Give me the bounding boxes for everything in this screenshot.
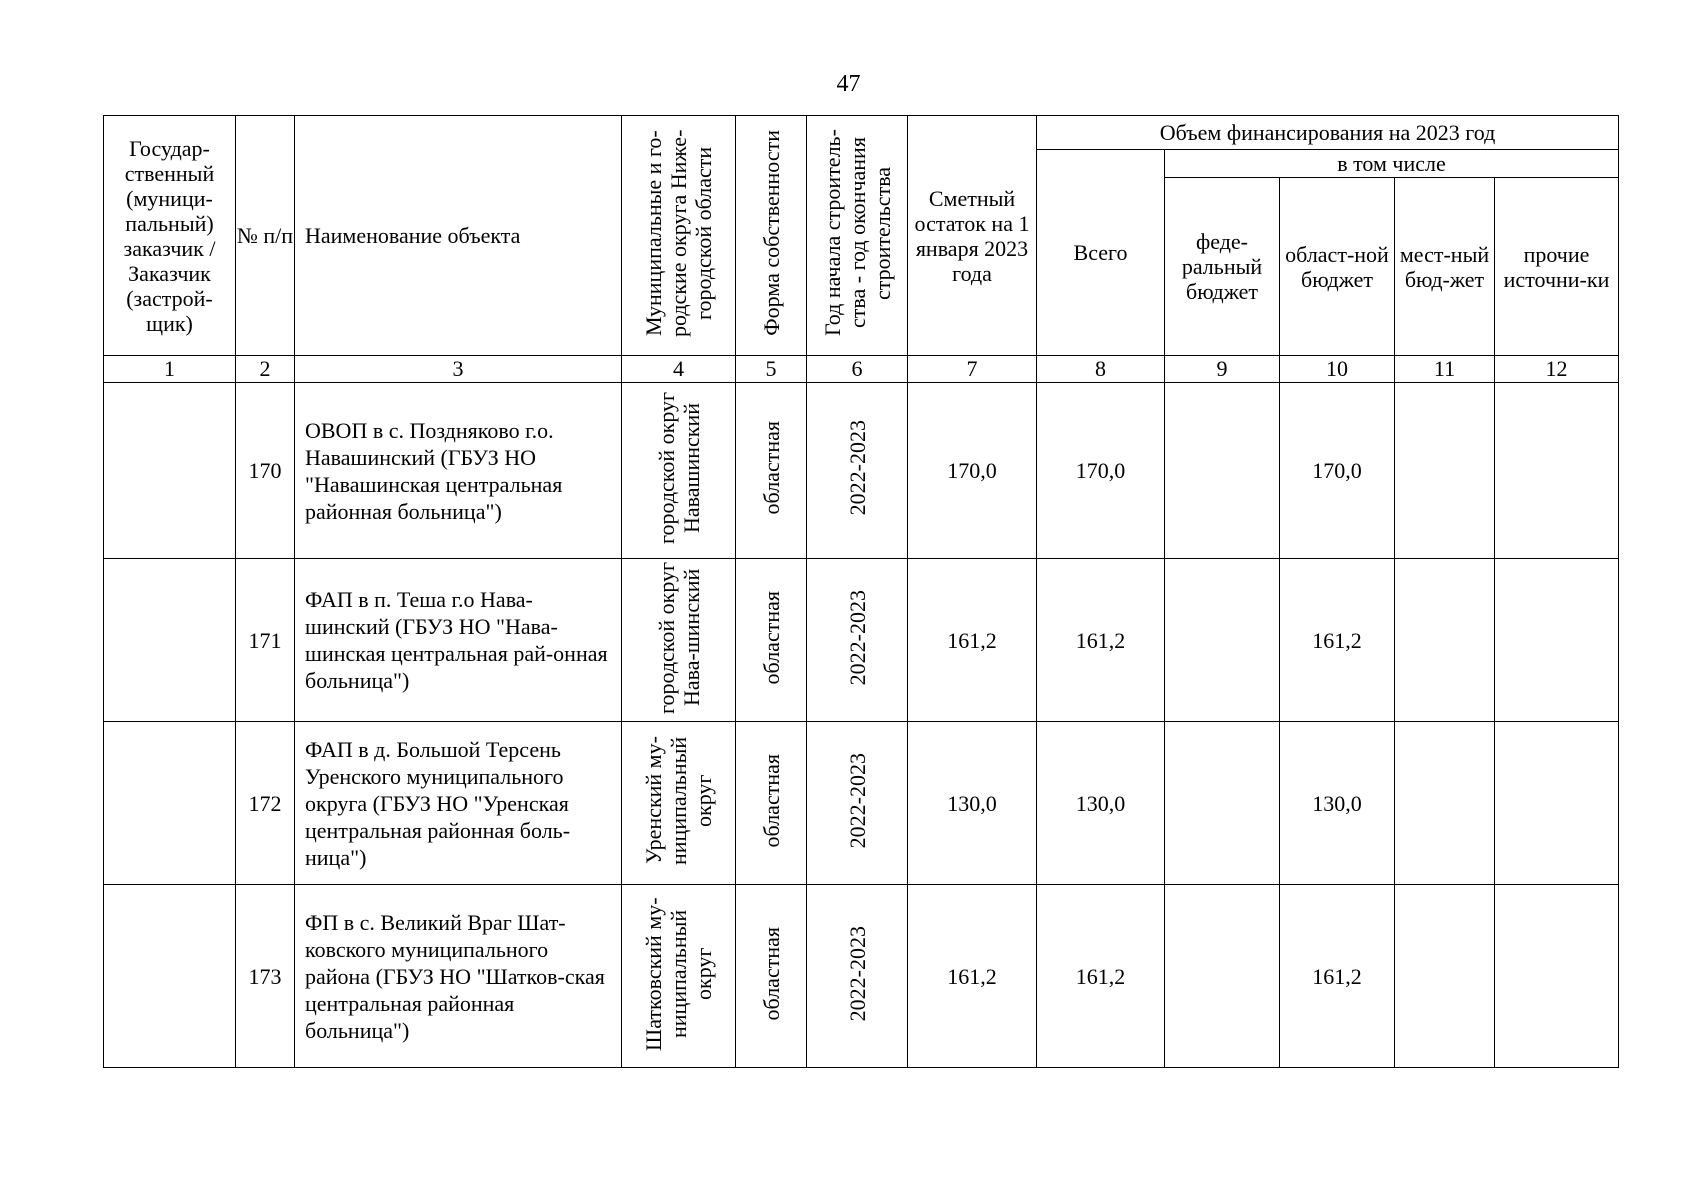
cell-local xyxy=(1395,722,1495,885)
cell-municipality xyxy=(622,559,736,722)
cell-estimate: 161,2 xyxy=(908,885,1037,1068)
header-regional: област-ной бюджет xyxy=(1280,178,1395,356)
table-row xyxy=(104,383,1619,559)
cell-ownership xyxy=(736,559,807,722)
cell-municipality xyxy=(622,383,736,559)
cell-num: 172 xyxy=(236,722,295,885)
cell-object-name: ОВОП в с. Поздняково г.о. Навашинский (ГБУЗ НО "Навашинская центральная районная больница") xyxy=(295,383,622,559)
cell-municipality-text: Шатковский му-ниципальный округ xyxy=(641,896,716,1051)
column-number: 9 xyxy=(1165,356,1280,383)
cell-municipality-text: городской округ Нава-шинский xyxy=(653,561,704,714)
cell-regional: 161,2 xyxy=(1280,559,1395,722)
column-number: 4 xyxy=(622,356,736,383)
cell-ownership xyxy=(736,722,807,885)
table-row xyxy=(104,885,1619,1068)
table-header xyxy=(104,116,1619,383)
cell-total: 161,2 xyxy=(1037,885,1165,1068)
cell-years-text: 2022-2023 xyxy=(844,752,870,849)
cell-years-text: 2022-2023 xyxy=(844,589,870,686)
column-number: 7 xyxy=(908,356,1037,383)
cell-municipality-text: Уренский му-ниципальный округ xyxy=(641,736,716,865)
cell-num: 170 xyxy=(236,383,295,559)
cell-object-name: ФАП в д. Большой Терсень Уренского муниципального округа (ГБУЗ НО "Уренская центральная районная боль-ница") xyxy=(295,722,622,885)
header-customer: Государ-ственный (муници-пальный) заказчик / Заказчик (застрой-щик) xyxy=(104,116,236,356)
header-ownership xyxy=(736,116,807,356)
cell-municipality-text: городской округ Навашинский xyxy=(653,391,704,545)
header-financing: Объем финансирования на 2023 год xyxy=(1037,116,1619,150)
cell-regional: 130,0 xyxy=(1280,722,1395,885)
column-number: 2 xyxy=(236,356,295,383)
cell-local xyxy=(1395,383,1495,559)
cell-num: 173 xyxy=(236,885,295,1068)
header-num: № п/п xyxy=(236,116,295,356)
cell-total: 170,0 xyxy=(1037,383,1165,559)
cell-estimate: 130,0 xyxy=(908,722,1037,885)
cell-years xyxy=(807,383,908,559)
cell-local xyxy=(1395,559,1495,722)
cell-ownership-text: областная xyxy=(758,421,784,515)
cell-years-text: 2022-2023 xyxy=(844,420,870,516)
cell-customer xyxy=(104,885,236,1068)
header-estimate: Сметный остаток на 1 января 2023 года xyxy=(908,116,1037,356)
page-number: 47 xyxy=(836,71,861,97)
column-number: 8 xyxy=(1037,356,1165,383)
column-number: 5 xyxy=(736,356,807,383)
column-number: 10 xyxy=(1280,356,1395,383)
cell-other xyxy=(1495,722,1619,885)
cell-regional: 170,0 xyxy=(1280,383,1395,559)
cell-total: 161,2 xyxy=(1037,559,1165,722)
cell-ownership xyxy=(736,383,807,559)
cell-years-text: 2022-2023 xyxy=(844,925,870,1022)
cell-years xyxy=(807,722,908,885)
cell-federal xyxy=(1165,885,1280,1068)
cell-customer xyxy=(104,559,236,722)
cell-years xyxy=(807,559,908,722)
cell-customer xyxy=(104,383,236,559)
column-number: 11 xyxy=(1395,356,1495,383)
header-years-text: Год начала строитель-ства - год окончания строительства xyxy=(819,129,895,337)
header-other: прочие источни-ки xyxy=(1495,178,1619,356)
header-including: в том числе xyxy=(1165,150,1619,178)
financing-table xyxy=(103,115,1619,1068)
column-number: 12 xyxy=(1495,356,1619,383)
column-number-row xyxy=(104,356,1619,383)
table-row xyxy=(104,559,1619,722)
cell-municipality xyxy=(622,722,736,885)
header-municipality xyxy=(622,116,736,356)
column-number: 1 xyxy=(104,356,236,383)
cell-federal xyxy=(1165,722,1280,885)
cell-object-name: ФП в с. Великий Враг Шат-ковского муниципального района (ГБУЗ НО "Шатков-ская центральная районная больница") xyxy=(295,885,622,1068)
cell-ownership-text: областная xyxy=(758,753,784,848)
cell-federal xyxy=(1165,559,1280,722)
header-federal: феде-ральный бюджет xyxy=(1165,178,1280,356)
cell-num: 171 xyxy=(236,559,295,722)
cell-local xyxy=(1395,885,1495,1068)
cell-estimate: 161,2 xyxy=(908,559,1037,722)
cell-federal xyxy=(1165,383,1280,559)
cell-customer xyxy=(104,722,236,885)
cell-ownership-text: областная xyxy=(758,926,784,1021)
header-years xyxy=(807,116,908,356)
table-row xyxy=(104,722,1619,885)
header-local: мест-ный бюд-жет xyxy=(1395,178,1495,356)
cell-ownership xyxy=(736,885,807,1068)
cell-estimate: 170,0 xyxy=(908,383,1037,559)
cell-municipality xyxy=(622,885,736,1068)
cell-years xyxy=(807,885,908,1068)
cell-total: 130,0 xyxy=(1037,722,1165,885)
cell-object-name: ФАП в п. Теша г.о Нава-шинский (ГБУЗ НО "Нава-шинская центральная рай-онная больница") xyxy=(295,559,622,722)
cell-ownership-text: областная xyxy=(758,590,784,685)
header-object-name: Наименование объекта xyxy=(295,116,622,356)
cell-other xyxy=(1495,885,1619,1068)
header-ownership-text: Форма собственности xyxy=(758,130,784,336)
cell-regional: 161,2 xyxy=(1280,885,1395,1068)
cell-other xyxy=(1495,383,1619,559)
table-body xyxy=(104,383,1619,1068)
header-municipality-text: Муниципальные и го-родские округа Ниже-городской области xyxy=(641,129,716,337)
column-number: 3 xyxy=(295,356,622,383)
header-total: Всего xyxy=(1037,150,1165,356)
column-number: 6 xyxy=(807,356,908,383)
cell-other xyxy=(1495,559,1619,722)
